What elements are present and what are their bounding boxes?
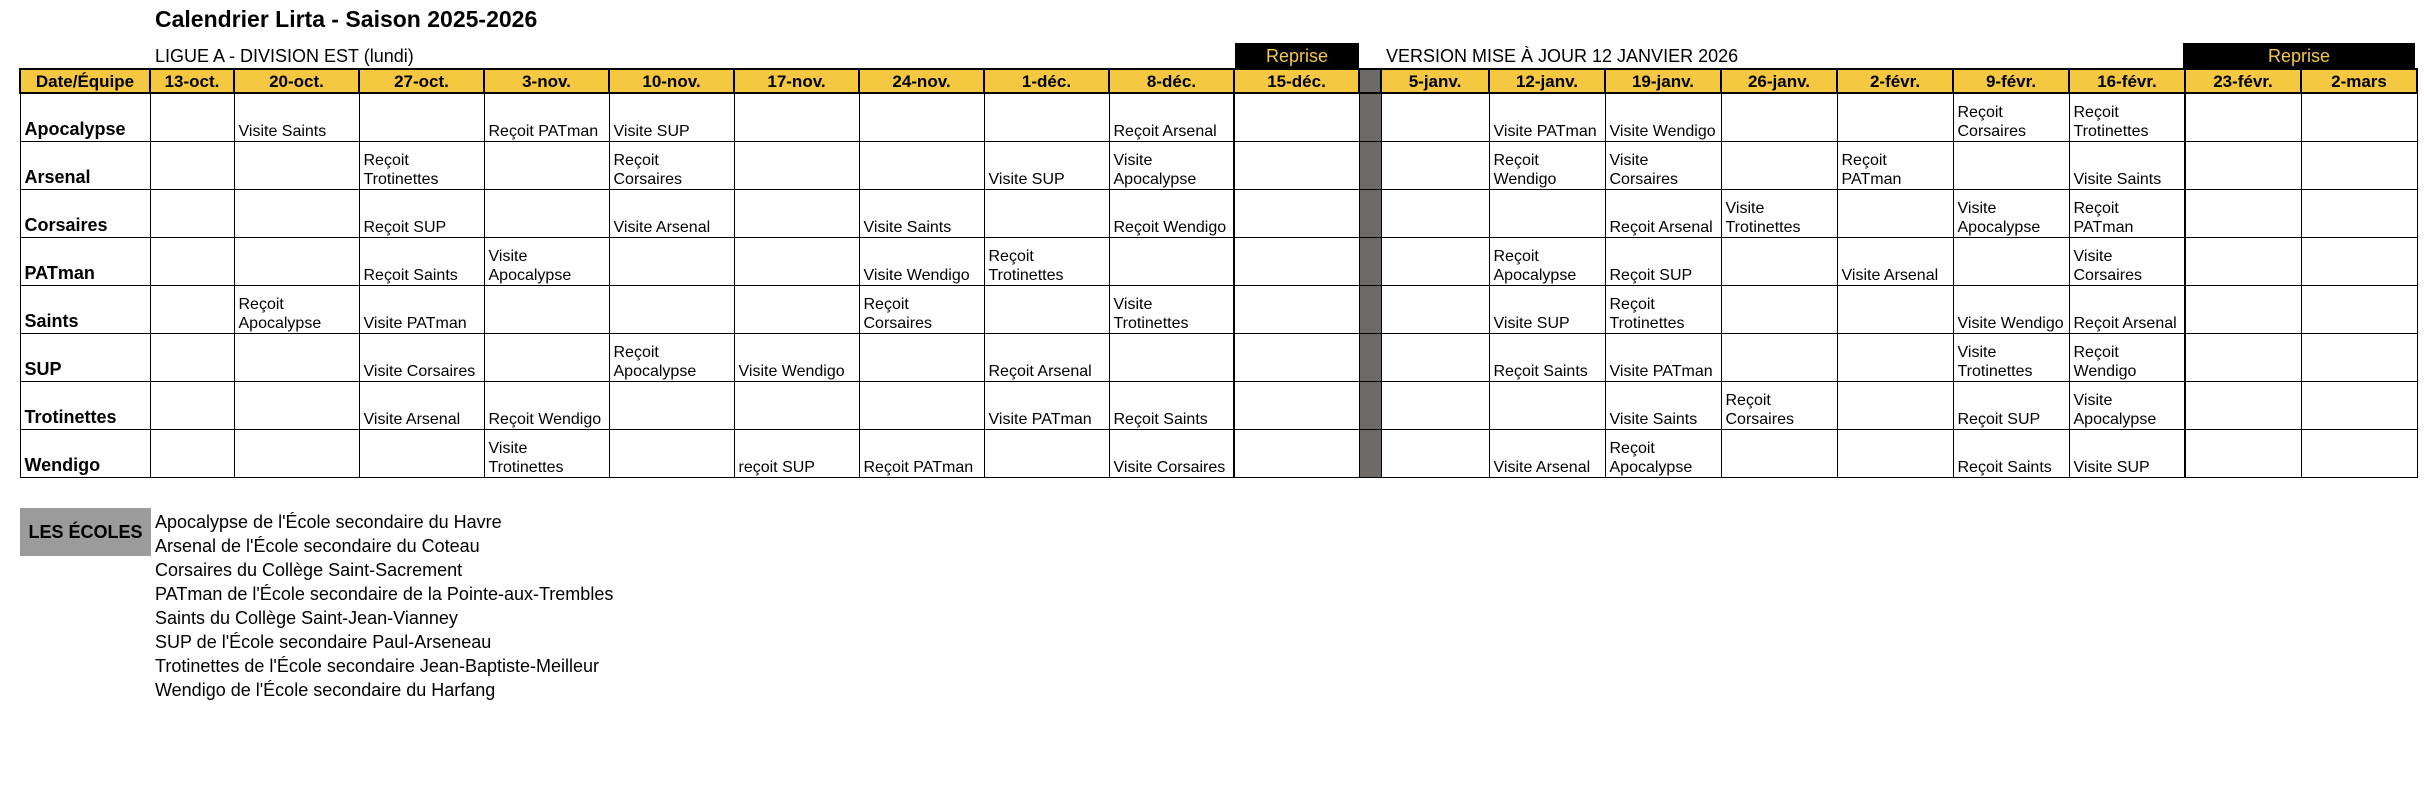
- match-cell: [150, 334, 234, 382]
- match-cell: Reçoit Arsenal: [984, 334, 1109, 382]
- date-header: 8-déc.: [1109, 69, 1234, 93]
- match-cell: Visite Wendigo: [1605, 93, 1721, 142]
- match-cell: [150, 190, 234, 238]
- break-column-cell: [1359, 382, 1381, 430]
- match-cell: [359, 430, 484, 478]
- match-cell: Visite Wendigo: [859, 238, 984, 286]
- break-column-cell: [1359, 190, 1381, 238]
- match-cell: [1381, 238, 1489, 286]
- match-cell: Reçoit Arsenal: [1605, 190, 1721, 238]
- team-name: PATman: [20, 238, 150, 286]
- team-name: Apocalypse: [20, 93, 150, 142]
- school-item: Wendigo de l'École secondaire du Harfang: [155, 680, 496, 700]
- match-cell: [984, 430, 1109, 478]
- reprise-badge-left: Reprise: [1235, 43, 1359, 69]
- table-row: [20, 142, 2417, 190]
- school-item: Corsaires du Collège Saint-Sacrement: [155, 560, 463, 580]
- match-cell: Visite Saints: [1605, 382, 1721, 430]
- match-cell: [1721, 238, 1837, 286]
- match-cell: Reçoit PATman: [2069, 190, 2185, 238]
- date-header: 2-févr.: [1837, 69, 1953, 93]
- match-cell: [150, 238, 234, 286]
- date-header: 2-mars: [2301, 69, 2417, 93]
- header-row: [20, 69, 2417, 93]
- match-cell: [2185, 142, 2301, 190]
- match-cell: [734, 142, 859, 190]
- reprise-badge-right: Reprise: [2183, 43, 2415, 69]
- match-cell: Visite SUP: [984, 142, 1109, 190]
- match-cell: [1489, 190, 1605, 238]
- match-cell: [609, 286, 734, 334]
- date-header: 19-janv.: [1605, 69, 1721, 93]
- match-cell: [150, 286, 234, 334]
- match-cell: [1234, 93, 1359, 142]
- table-row: [20, 93, 2417, 142]
- match-cell: [734, 93, 859, 142]
- match-cell: [2301, 142, 2417, 190]
- match-cell: Visite Trotinettes: [1109, 286, 1234, 334]
- date-header: 10-nov.: [609, 69, 734, 93]
- match-cell: [1381, 430, 1489, 478]
- match-cell: Reçoit SUP: [1605, 238, 1721, 286]
- match-cell: [1837, 190, 1953, 238]
- match-cell: [1381, 190, 1489, 238]
- school-item: Saints du Collège Saint-Jean-Vianney: [155, 608, 458, 628]
- match-cell: Visite Apocalypse: [484, 238, 609, 286]
- break-column-cell: [1359, 286, 1381, 334]
- match-cell: [859, 334, 984, 382]
- match-cell: [2185, 238, 2301, 286]
- match-cell: [609, 430, 734, 478]
- match-cell: Reçoit Saints: [1953, 430, 2069, 478]
- match-cell: [1234, 190, 1359, 238]
- match-cell: [1234, 238, 1359, 286]
- match-cell: [1234, 430, 1359, 478]
- match-cell: Reçoit Saints: [1109, 382, 1234, 430]
- date-header: 13-oct.: [150, 69, 234, 93]
- match-cell: [2301, 382, 2417, 430]
- date-header: 23-févr.: [2185, 69, 2301, 93]
- match-cell: [234, 142, 359, 190]
- version-note: VERSION MISE À JOUR 12 JANVIER 2026: [1386, 46, 1739, 66]
- match-cell: [150, 382, 234, 430]
- match-cell: [734, 190, 859, 238]
- match-cell: Visite Arsenal: [609, 190, 734, 238]
- table-row: [20, 286, 2417, 334]
- match-cell: Reçoit Trotinettes: [2069, 93, 2185, 142]
- match-cell: Reçoit Wendigo: [484, 382, 609, 430]
- match-cell: [1234, 382, 1359, 430]
- ecoles-label: LES ÉCOLES: [20, 508, 151, 556]
- match-cell: Reçoit Trotinettes: [984, 238, 1109, 286]
- match-cell: Visite Wendigo: [1953, 286, 2069, 334]
- date-header: 16-févr.: [2069, 69, 2185, 93]
- match-cell: Visite Arsenal: [1837, 238, 1953, 286]
- match-cell: [1109, 334, 1234, 382]
- match-cell: [2185, 382, 2301, 430]
- match-cell: Visite Trotinettes: [1721, 190, 1837, 238]
- school-item: SUP de l'École secondaire Paul-Arseneau: [155, 632, 492, 652]
- match-cell: [984, 190, 1109, 238]
- match-cell: [734, 238, 859, 286]
- match-cell: [1837, 93, 1953, 142]
- table-row: [20, 334, 2417, 382]
- match-cell: [2185, 93, 2301, 142]
- team-name: SUP: [20, 334, 150, 382]
- match-cell: [1953, 142, 2069, 190]
- match-cell: Reçoit Apocalypse: [234, 286, 359, 334]
- break-column-cell: [1359, 430, 1381, 478]
- break-column-cell: [1359, 93, 1381, 142]
- match-cell: Visite Trotinettes: [1953, 334, 2069, 382]
- match-cell: [1721, 334, 1837, 382]
- match-cell: [484, 190, 609, 238]
- match-cell: Visite Apocalypse: [1953, 190, 2069, 238]
- match-cell: [1837, 430, 1953, 478]
- match-cell: [734, 382, 859, 430]
- date-header: 15-déc.: [1234, 69, 1359, 93]
- match-cell: Visite Wendigo: [734, 334, 859, 382]
- match-cell: Reçoit Wendigo: [1109, 190, 1234, 238]
- table-row: [20, 238, 2417, 286]
- match-cell: [484, 286, 609, 334]
- date-header: 17-nov.: [734, 69, 859, 93]
- match-cell: Reçoit Arsenal: [2069, 286, 2185, 334]
- match-cell: Reçoit Wendigo: [2069, 334, 2185, 382]
- match-cell: [234, 334, 359, 382]
- match-cell: [2301, 190, 2417, 238]
- match-cell: [1381, 286, 1489, 334]
- match-cell: [609, 238, 734, 286]
- match-cell: [1489, 382, 1605, 430]
- match-cell: [234, 430, 359, 478]
- date-header: 5-janv.: [1381, 69, 1489, 93]
- match-cell: Visite Arsenal: [359, 382, 484, 430]
- team-name: Wendigo: [20, 430, 150, 478]
- match-cell: [1837, 286, 1953, 334]
- team-name: Arsenal: [20, 142, 150, 190]
- match-cell: Visite Corsaires: [2069, 238, 2185, 286]
- match-cell: [2301, 93, 2417, 142]
- match-cell: Reçoit Saints: [1489, 334, 1605, 382]
- match-cell: [2301, 286, 2417, 334]
- match-cell: [484, 334, 609, 382]
- match-cell: [984, 286, 1109, 334]
- match-cell: [1721, 286, 1837, 334]
- match-cell: Reçoit PATman: [859, 430, 984, 478]
- match-cell: [1721, 93, 1837, 142]
- match-cell: Visite Apocalypse: [1109, 142, 1234, 190]
- match-cell: [1721, 430, 1837, 478]
- break-column-cell: [1359, 142, 1381, 190]
- match-cell: Reçoit Wendigo: [1489, 142, 1605, 190]
- date-header: 12-janv.: [1489, 69, 1605, 93]
- match-cell: Reçoit Trotinettes: [1605, 286, 1721, 334]
- match-cell: [859, 93, 984, 142]
- match-cell: Visite Apocalypse: [2069, 382, 2185, 430]
- date-header: 26-janv.: [1721, 69, 1837, 93]
- match-cell: Visite Arsenal: [1489, 430, 1605, 478]
- match-cell: Reçoit SUP: [1953, 382, 2069, 430]
- match-cell: [150, 142, 234, 190]
- team-name: Saints: [20, 286, 150, 334]
- match-cell: [359, 93, 484, 142]
- date-header: 24-nov.: [859, 69, 984, 93]
- match-cell: Visite Saints: [859, 190, 984, 238]
- match-cell: Visite SUP: [1489, 286, 1605, 334]
- match-cell: Reçoit Corsaires: [609, 142, 734, 190]
- match-cell: Visite Corsaires: [1109, 430, 1234, 478]
- match-cell: [609, 382, 734, 430]
- table-row: [20, 382, 2417, 430]
- match-cell: Visite Trotinettes: [484, 430, 609, 478]
- match-cell: [1234, 142, 1359, 190]
- match-cell: Reçoit Arsenal: [1109, 93, 1234, 142]
- match-cell: [734, 286, 859, 334]
- school-item: Apocalypse de l'École secondaire du Havre: [155, 512, 502, 532]
- match-cell: [984, 93, 1109, 142]
- schools-list: [155, 510, 613, 702]
- match-cell: [1234, 334, 1359, 382]
- match-cell: [859, 142, 984, 190]
- match-cell: Visite SUP: [609, 93, 734, 142]
- match-cell: [1381, 382, 1489, 430]
- match-cell: [234, 190, 359, 238]
- date-header: 3-nov.: [484, 69, 609, 93]
- match-cell: [2185, 190, 2301, 238]
- page-title: Calendrier Lirta - Saison 2025-2026: [155, 6, 538, 32]
- date-header: 27-oct.: [359, 69, 484, 93]
- match-cell: [1953, 238, 2069, 286]
- table-row: [20, 190, 2417, 238]
- match-cell: [2185, 286, 2301, 334]
- match-cell: Visite Corsaires: [1605, 142, 1721, 190]
- match-cell: [2301, 334, 2417, 382]
- match-cell: [2185, 334, 2301, 382]
- match-cell: [150, 430, 234, 478]
- match-cell: Visite Saints: [2069, 142, 2185, 190]
- match-cell: [1837, 382, 1953, 430]
- match-cell: Visite PATman: [1605, 334, 1721, 382]
- match-cell: Reçoit Corsaires: [859, 286, 984, 334]
- match-cell: Reçoit SUP: [359, 190, 484, 238]
- team-name: Corsaires: [20, 190, 150, 238]
- match-cell: [859, 382, 984, 430]
- match-cell: [234, 238, 359, 286]
- match-cell: Reçoit Apocalypse: [609, 334, 734, 382]
- match-cell: Visite Saints: [234, 93, 359, 142]
- match-cell: Visite PATman: [1489, 93, 1605, 142]
- team-name: Trotinettes: [20, 382, 150, 430]
- match-cell: [2301, 430, 2417, 478]
- header-date-team: Date/Équipe: [20, 69, 150, 93]
- schedule-table: [19, 68, 2418, 478]
- match-cell: Visite SUP: [2069, 430, 2185, 478]
- school-item: Arsenal de l'École secondaire du Coteau: [155, 536, 480, 556]
- date-header: 9-févr.: [1953, 69, 2069, 93]
- match-cell: [2185, 430, 2301, 478]
- match-cell: Reçoit Apocalypse: [1489, 238, 1605, 286]
- school-item: Trotinettes de l'École secondaire Jean-Baptiste-Meilleur: [155, 656, 599, 676]
- league-subtitle: LIGUE A - DIVISION EST (lundi): [155, 46, 414, 66]
- match-cell: Reçoit Trotinettes: [359, 142, 484, 190]
- break-column-cell: [1359, 238, 1381, 286]
- match-cell: Reçoit PATman: [484, 93, 609, 142]
- match-cell: [1381, 93, 1489, 142]
- table-row: [20, 430, 2417, 478]
- match-cell: Visite PATman: [984, 382, 1109, 430]
- match-cell: Visite Corsaires: [359, 334, 484, 382]
- match-cell: Reçoit PATman: [1837, 142, 1953, 190]
- match-cell: [150, 93, 234, 142]
- match-cell: [1381, 334, 1489, 382]
- match-cell: Reçoit Apocalypse: [1605, 430, 1721, 478]
- match-cell: Reçoit Corsaires: [1721, 382, 1837, 430]
- match-cell: [1381, 142, 1489, 190]
- match-cell: [234, 382, 359, 430]
- match-cell: [1837, 334, 1953, 382]
- match-cell: [1721, 142, 1837, 190]
- match-cell: [484, 142, 609, 190]
- match-cell: Reçoit Corsaires: [1953, 93, 2069, 142]
- date-header: 20-oct.: [234, 69, 359, 93]
- date-header: 1-déc.: [984, 69, 1109, 93]
- break-column-cell: [1359, 334, 1381, 382]
- match-cell: Reçoit Saints: [359, 238, 484, 286]
- match-cell: [1109, 238, 1234, 286]
- match-cell: Visite PATman: [359, 286, 484, 334]
- match-cell: [1234, 286, 1359, 334]
- match-cell: reçoit SUP: [734, 430, 859, 478]
- school-item: PATman de l'École secondaire de la Pointe-aux-Trembles: [155, 584, 614, 604]
- match-cell: [2301, 238, 2417, 286]
- break-column: [1359, 69, 1381, 93]
